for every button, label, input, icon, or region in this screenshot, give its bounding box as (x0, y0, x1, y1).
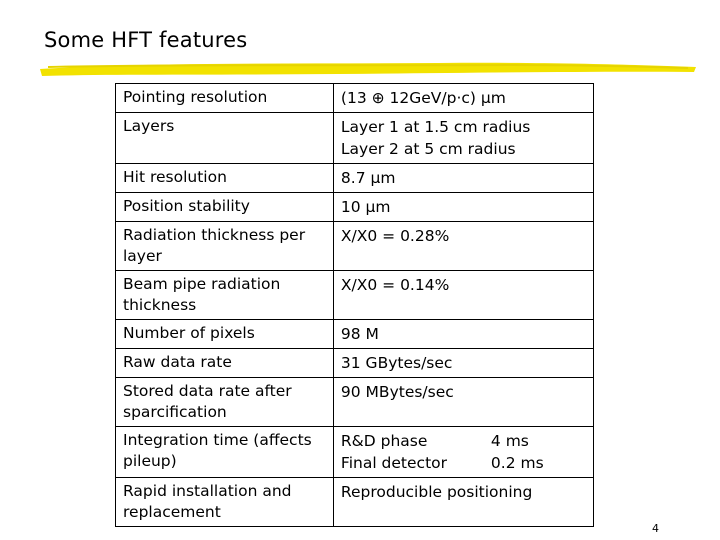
feature-label: Number of pixels (116, 320, 334, 349)
feature-label: Beam pipe radiation thickness (116, 271, 334, 320)
table-row (116, 193, 594, 222)
feature-value: 31 GBytes/sec (333, 349, 593, 378)
value-pair (341, 430, 587, 452)
feature-value: 98 M (333, 320, 593, 349)
table-row (116, 113, 594, 164)
title-highlight-stroke (38, 56, 698, 78)
feature-value: 10 µm (333, 193, 593, 222)
feature-label: Radiation thickness per layer (116, 222, 334, 271)
feature-value (333, 113, 593, 164)
value-pair-val: 4 ms (490, 432, 529, 450)
table-row (116, 478, 594, 527)
page-number: 4 (652, 522, 659, 535)
value-pair-key: Final detector (340, 454, 447, 472)
feature-label: Stored data rate after sparcification (116, 378, 334, 427)
table-row (116, 427, 594, 478)
feature-value: (13 ⊕ 12GeV/p·c) µm (333, 84, 593, 113)
feature-label: Hit resolution (116, 164, 334, 193)
feature-value: Reproducible positioning (333, 478, 593, 527)
value-pair (341, 452, 587, 474)
feature-label: Integration time (affects pileup) (116, 427, 334, 478)
feature-value: X/X0 = 0.28% (333, 222, 593, 271)
table-row (116, 349, 594, 378)
slide-title: Some HFT features (44, 28, 248, 52)
value-pair-key: R&D phase (340, 432, 428, 450)
feature-label: Pointing resolution (116, 84, 334, 113)
feature-label: Position stability (116, 193, 334, 222)
feature-label: Layers (116, 113, 334, 164)
table-row (116, 222, 594, 271)
table-row (116, 164, 594, 193)
feature-label: Raw data rate (116, 349, 334, 378)
table-row (116, 378, 594, 427)
features-table (115, 83, 594, 527)
feature-value: X/X0 = 0.14% (333, 271, 593, 320)
table-row (116, 84, 594, 113)
value-line: Layer 1 at 1.5 cm radius (340, 118, 531, 136)
table-row (116, 271, 594, 320)
value-pair-val: 0.2 ms (490, 454, 544, 472)
table-row (116, 320, 594, 349)
feature-value: 90 MBytes/sec (333, 378, 593, 427)
feature-value (333, 427, 593, 478)
value-line: Layer 2 at 5 cm radius (340, 140, 516, 158)
feature-value: 8.7 µm (333, 164, 593, 193)
feature-label: Rapid installation and replacement (116, 478, 334, 527)
